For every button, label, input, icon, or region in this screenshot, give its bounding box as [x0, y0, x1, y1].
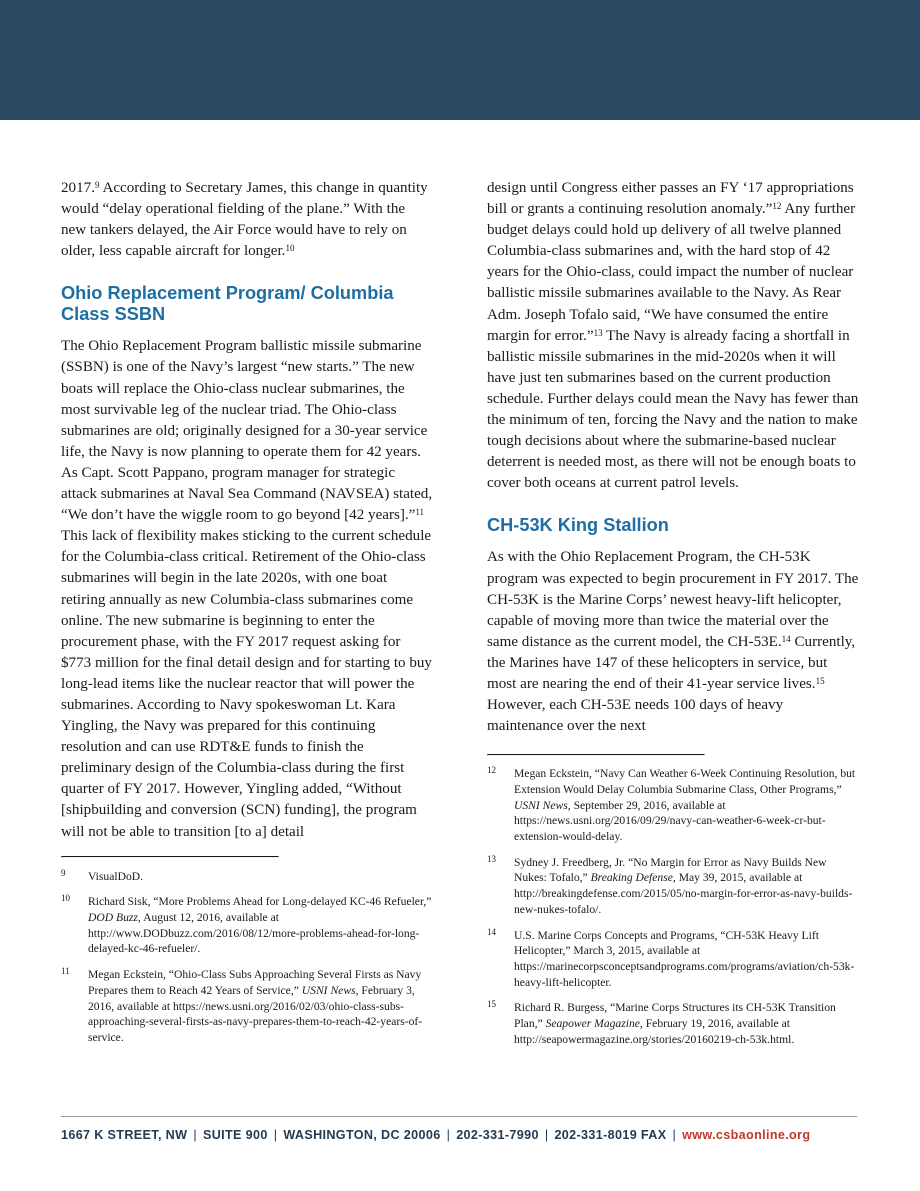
footer-fax: 202-331-8019 FAX	[554, 1128, 667, 1142]
footnote-list	[61, 869, 433, 1046]
footnote-text	[514, 855, 859, 918]
text-run: However, each CH-53E needs 100 days of heavy maintenance over the next	[487, 697, 784, 735]
text-run: The Ohio Replacement Program ballistic missile submarine (SSBN) is one of the Navy’s largest “new starts.” The new boats will replace the Ohio-class nuclear submarines, the most survivable leg of the nuclear triad. The Ohio-class submarines are old; originally designed for a 30-year service life, the Navy is now planning to operate them for 42 years. As Capt. Scott Pappano, program manager for strategic attack submarines at Naval Sea Command (NAVSEA) stated, “We don’t have the wiggle room to go beyond [42 years].”	[61, 338, 433, 524]
text-run: U.S. Marine Corps Concepts and Programs, “CH-53K Heavy Lift Helicopter,” March 3, 2015, available at https://marinecorpsconceptsandprograms.com/programs/aviation/ch-53k-heavy-lift-helicopter.	[514, 928, 855, 989]
italic-title: Seapower Magazine	[545, 1017, 640, 1031]
text-run: February 3, 2016, available at https://news.usni.org/2016/02/03/ohio-class-subs-approaching-several-firsts-as-navy-prepares-them-to-reach-42-years-of-service.	[88, 983, 423, 1044]
section-heading-ch53k: CH-53K King Stallion	[487, 515, 669, 536]
footnote-text	[88, 894, 433, 957]
text-run: According to Secretary James, this change in quantity would “delay operational fielding of the plane.” With the new tankers delayed, the Air Force would have to rely on older, less capable aircraft for longer.	[61, 180, 428, 260]
footnote-number: 10	[61, 893, 70, 904]
footnote-ref: 15	[815, 675, 825, 686]
footnote-ref: 11	[415, 507, 425, 518]
footer-separator: |	[544, 1128, 549, 1142]
footer-separator: |	[672, 1128, 677, 1142]
footer-phone: 202-331-7990	[456, 1128, 539, 1142]
text-run: The Navy is already facing a shortfall in ballistic missile submarines in the mid-2020s when it will have just ten submarines based on the current production schedule. Further delays could mean the Navy has fewer than the minimum of ten, forcing the Navy and the nation to make tough decisions about where the submarine-based nuclear deterrent is needed most, as there will not be enough boats to cover both oceans at current patrol levels.	[487, 327, 859, 492]
footnote-number: 15	[487, 999, 496, 1010]
footer	[61, 1128, 861, 1142]
italic-title: USNI News,	[514, 798, 571, 812]
footnote-text	[88, 967, 433, 1046]
text-run: This lack of flexibility makes sticking to the current schedule for the Columbia-class critical. Retirement of the Ohio-class submarines will begin in the late 2020s, with one boat retiring annually as new Columbia-class submarines come online. The new submarine is beginning to enter the procurement phase, with the FY 2017 request asking for $773 million for the final detail design and for starting to buy long-lead items like the nuclear reactor that will power the submarines. According to Navy spokeswoman Lt. Kara Yingling, the Navy was prepared for this continuing resolution and can use RDT&E funds to finish the preliminary design of the Columbia-class during the first quarter of FY 2017. However, Yingling added, “Without [shipbuilding and conversion (SCN) funding], the program will not be able to transition [to a] detail	[61, 528, 432, 840]
footnote-text	[514, 1000, 859, 1047]
footnote	[487, 928, 859, 991]
italic-title: DOD Buzz,	[88, 911, 141, 925]
footnote-number: 13	[487, 853, 496, 864]
footer-address: 1667 K STREET, NW	[61, 1128, 188, 1142]
footnote-ref: 9	[94, 179, 100, 190]
footer-website-link[interactable]: www.csbaonline.org	[682, 1128, 811, 1142]
left-paragraph-2	[61, 336, 433, 842]
footer-separator: |	[273, 1128, 278, 1142]
footnote	[61, 869, 433, 885]
text-run: September 29, 2016, available at https://news.usni.org/2016/09/29/navy-can-weather-6-week-cr-but-extension-would-delay.	[514, 798, 826, 844]
footnote-list	[487, 766, 859, 1047]
footer-city: WASHINGTON, DC 20006	[283, 1128, 441, 1142]
footer-rule	[61, 1116, 857, 1117]
footnote-text	[514, 928, 859, 991]
footnote-ref: 14	[781, 633, 791, 644]
footnote-number: 14	[487, 926, 496, 937]
footer-separator: |	[193, 1128, 197, 1142]
text-run: design until Congress either passes an FY ‘17 appropriations bill or grants a continuing resolution anomaly.”	[487, 180, 854, 218]
left-column	[61, 178, 433, 1056]
section-heading-ohio: Ohio Replacement Program/ Columbia Class SSBN	[61, 283, 394, 325]
footnote-text	[514, 766, 859, 845]
italic-title: Breaking Defense	[590, 871, 673, 885]
footnote-number: 11	[61, 966, 70, 977]
footnote-number: 9	[61, 867, 66, 878]
header-banner	[0, 0, 920, 120]
footnote-ref: 13	[593, 327, 603, 338]
text-run: August 12, 2016, available at http://www.DODbuzz.com/2016/08/12/more-problems-ahead-for-long-delayed-kc-46-refueler/.	[88, 911, 420, 956]
footnote	[487, 766, 859, 845]
text-run: Megan Eckstein, “Navy Can Weather 6-Week Continuing Resolution, but Extension Would Delay Columbia Submarine Class, Other Programs,”	[514, 767, 856, 796]
footnote-ref: 12	[772, 201, 782, 212]
text-run: 2017.	[61, 180, 95, 196]
text-run: , May 39, 2015, available at http://breakingdefense.com/2015/05/no-margin-for-error-as-navy-builds-new-nukes-tofalo/.	[514, 871, 853, 916]
left-paragraph-1	[61, 178, 433, 262]
footnote-number: 12	[487, 765, 496, 776]
text-run: Any further budget delays could hold up delivery of all twelve planned Columbia-class submarines and, with the hard stop of 42 years for the Ohio-class, could impact the number of nuclear ballistic missile submarines available to the Navy. As Rear Adm. Joseph Tofalo said, “We have consumed the entire margin for error.”	[487, 201, 856, 344]
text-run: VisualDoD.	[88, 869, 144, 883]
text-run: As with the Ohio Replacement Program, the CH-53K program was expected to begin procurement in FY 2017. The CH-53K is the Marine Corps’ newest heavy-lift helicopter, capable of moving more than twice the material over the same distance as the current model, the CH-53E.	[487, 549, 859, 650]
text-run: Richard R. Burgess, “Marine Corps Structures its CH-53K Transition Plan,”	[514, 1001, 836, 1031]
footnote-ref: 10	[285, 243, 295, 254]
right-column	[487, 178, 859, 1058]
footnote	[61, 894, 433, 957]
right-footnotes	[487, 754, 859, 1047]
right-paragraph-1	[487, 178, 859, 494]
text-run: Megan Eckstein, “Ohio-Class Subs Approaching Several Firsts as Navy Prepares them to Reach 42 Years of Service,”	[88, 968, 422, 997]
footnote-text	[88, 869, 433, 885]
footnote	[61, 967, 433, 1046]
italic-title: USNI News,	[301, 983, 359, 997]
text-run: Currently, the Marines have 147 of these helicopters in service, but most are nearing the end of their 41-year service lives.	[487, 633, 856, 692]
footer-separator: |	[446, 1128, 451, 1142]
text-run: , February 19, 2016, available at http://seapowermagazine.org/stories/20160219-ch-53k.html.	[514, 1017, 795, 1046]
footer-suite: SUITE 900	[202, 1128, 268, 1142]
right-paragraph-2	[487, 547, 859, 737]
footnote	[487, 1000, 859, 1047]
text-run: Richard Sisk, “More Problems Ahead for Long-delayed KC-46 Refueler,”	[88, 895, 432, 909]
text-run: Sydney J. Freedberg, Jr. “No Margin for Error as Navy Builds New Nukes: Tofalo,”	[514, 855, 827, 885]
left-footnotes	[61, 856, 433, 1046]
footnote	[487, 855, 859, 918]
